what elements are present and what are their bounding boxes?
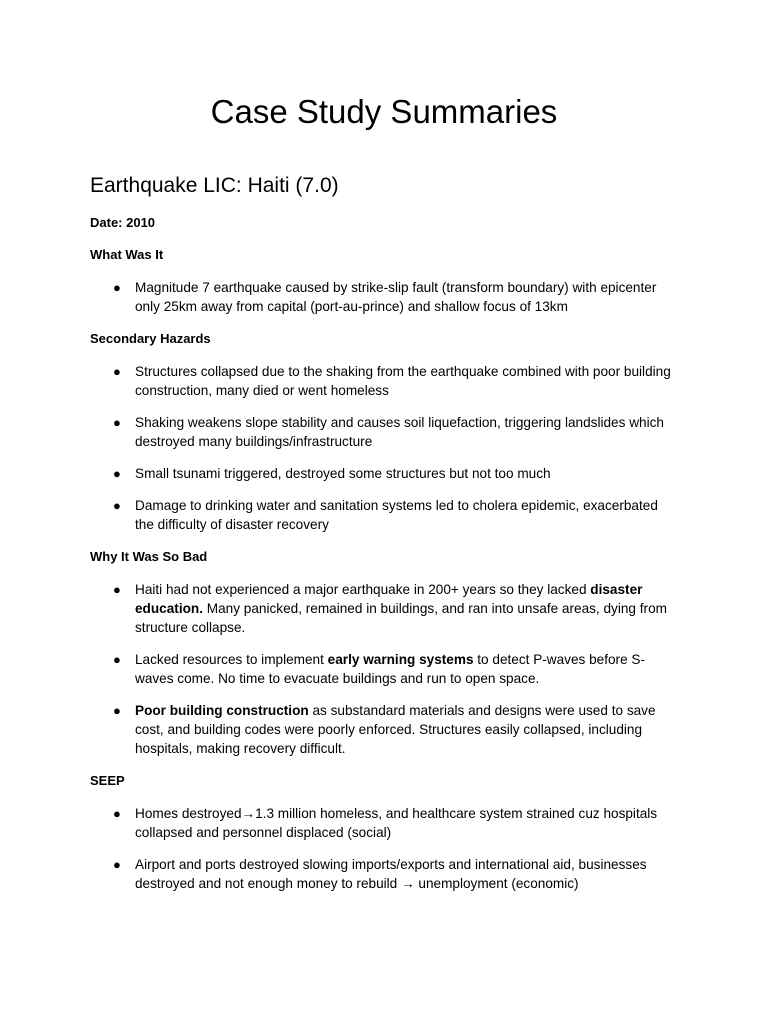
list-item bbox=[90, 413, 678, 451]
list-item bbox=[90, 701, 678, 758]
case-study-heading: Earthquake LIC: Haiti (7.0) bbox=[90, 174, 339, 197]
list-item-text-bold: disaster education. bbox=[135, 582, 643, 616]
document-title: Case Study Summaries bbox=[210, 93, 558, 130]
list-item-text: Shaking weakens slope stability and causes soil liquefaction, triggering landslides which destroyed many buildings/infrastructure bbox=[135, 415, 664, 449]
what-was-it-heading: What Was It bbox=[90, 247, 164, 262]
why-so-bad-heading: Why It Was So Bad bbox=[90, 549, 208, 564]
list-item-text: Structures collapsed due to the shaking from the earthquake combined with poor building construction, many died or went homeless bbox=[135, 364, 671, 398]
bullet-icon: ● bbox=[113, 582, 121, 597]
bullet-icon: ● bbox=[113, 280, 121, 295]
why-so-bad-list bbox=[90, 580, 678, 758]
what-was-it-list bbox=[90, 278, 678, 316]
list-item-text: Airport and ports destroyed slowing imports/exports and international aid, businesses destroyed and not enough money to rebuild → unemployment (economic) bbox=[135, 857, 647, 891]
list-item-text-after: to detect P-waves before S-waves come. No time to evacuate buildings and run to open space. bbox=[135, 652, 646, 686]
list-item-text: Damage to drinking water and sanitation systems led to cholera epidemic, exacerbated the difficulty of disaster recovery bbox=[135, 498, 658, 532]
secondary-hazards-heading: Secondary Hazards bbox=[90, 331, 211, 346]
seep-heading: SEEP bbox=[90, 773, 125, 788]
bullet-icon: ● bbox=[113, 498, 121, 513]
list-item bbox=[90, 580, 678, 637]
secondary-hazards-list bbox=[90, 362, 678, 534]
bullet-icon: ● bbox=[113, 415, 121, 430]
bullet-icon: ● bbox=[113, 652, 121, 667]
list-item bbox=[90, 804, 678, 842]
list-item bbox=[90, 496, 678, 534]
case-study-date: Date: 2010 bbox=[90, 215, 156, 230]
list-item-text: Small tsunami triggered, destroyed some structures but not too much bbox=[135, 466, 551, 481]
list-item bbox=[90, 855, 678, 893]
list-item-text-bold: early warning systems bbox=[327, 652, 474, 667]
bullet-icon: ● bbox=[113, 857, 121, 872]
list-item-text-after: Many panicked, remained in buildings, and ran into unsafe areas, dying from structure collapse. bbox=[135, 601, 667, 635]
list-item-text: Homes destroyed→1.3 million homeless, and healthcare system strained cuz hospitals collapsed and personnel displaced (social) bbox=[135, 806, 658, 840]
list-item bbox=[90, 362, 678, 400]
list-item bbox=[90, 278, 678, 316]
list-item bbox=[90, 650, 678, 688]
bullet-icon: ● bbox=[113, 466, 121, 481]
bullet-icon: ● bbox=[113, 806, 121, 821]
list-item-text-before: Lacked resources to implement bbox=[135, 652, 328, 667]
list-item-text: Magnitude 7 earthquake caused by strike-slip fault (transform boundary) with epicenter only 25km away from capital (port-au-prince) and shallow focus of 13km bbox=[135, 280, 657, 314]
seep-list bbox=[90, 804, 678, 893]
bullet-icon: ● bbox=[113, 364, 121, 379]
bullet-icon: ● bbox=[113, 703, 121, 718]
list-item bbox=[90, 464, 678, 483]
list-item-text-after: as substandard materials and designs were used to save cost, and building codes were poorly enforced. Structures easily collapsed, including hospitals, making recovery difficult. bbox=[135, 703, 656, 756]
list-item-text-bold: Poor building construction bbox=[135, 703, 309, 718]
list-item-text-before: Haiti had not experienced a major earthquake in 200+ years so they lacked bbox=[135, 582, 591, 597]
